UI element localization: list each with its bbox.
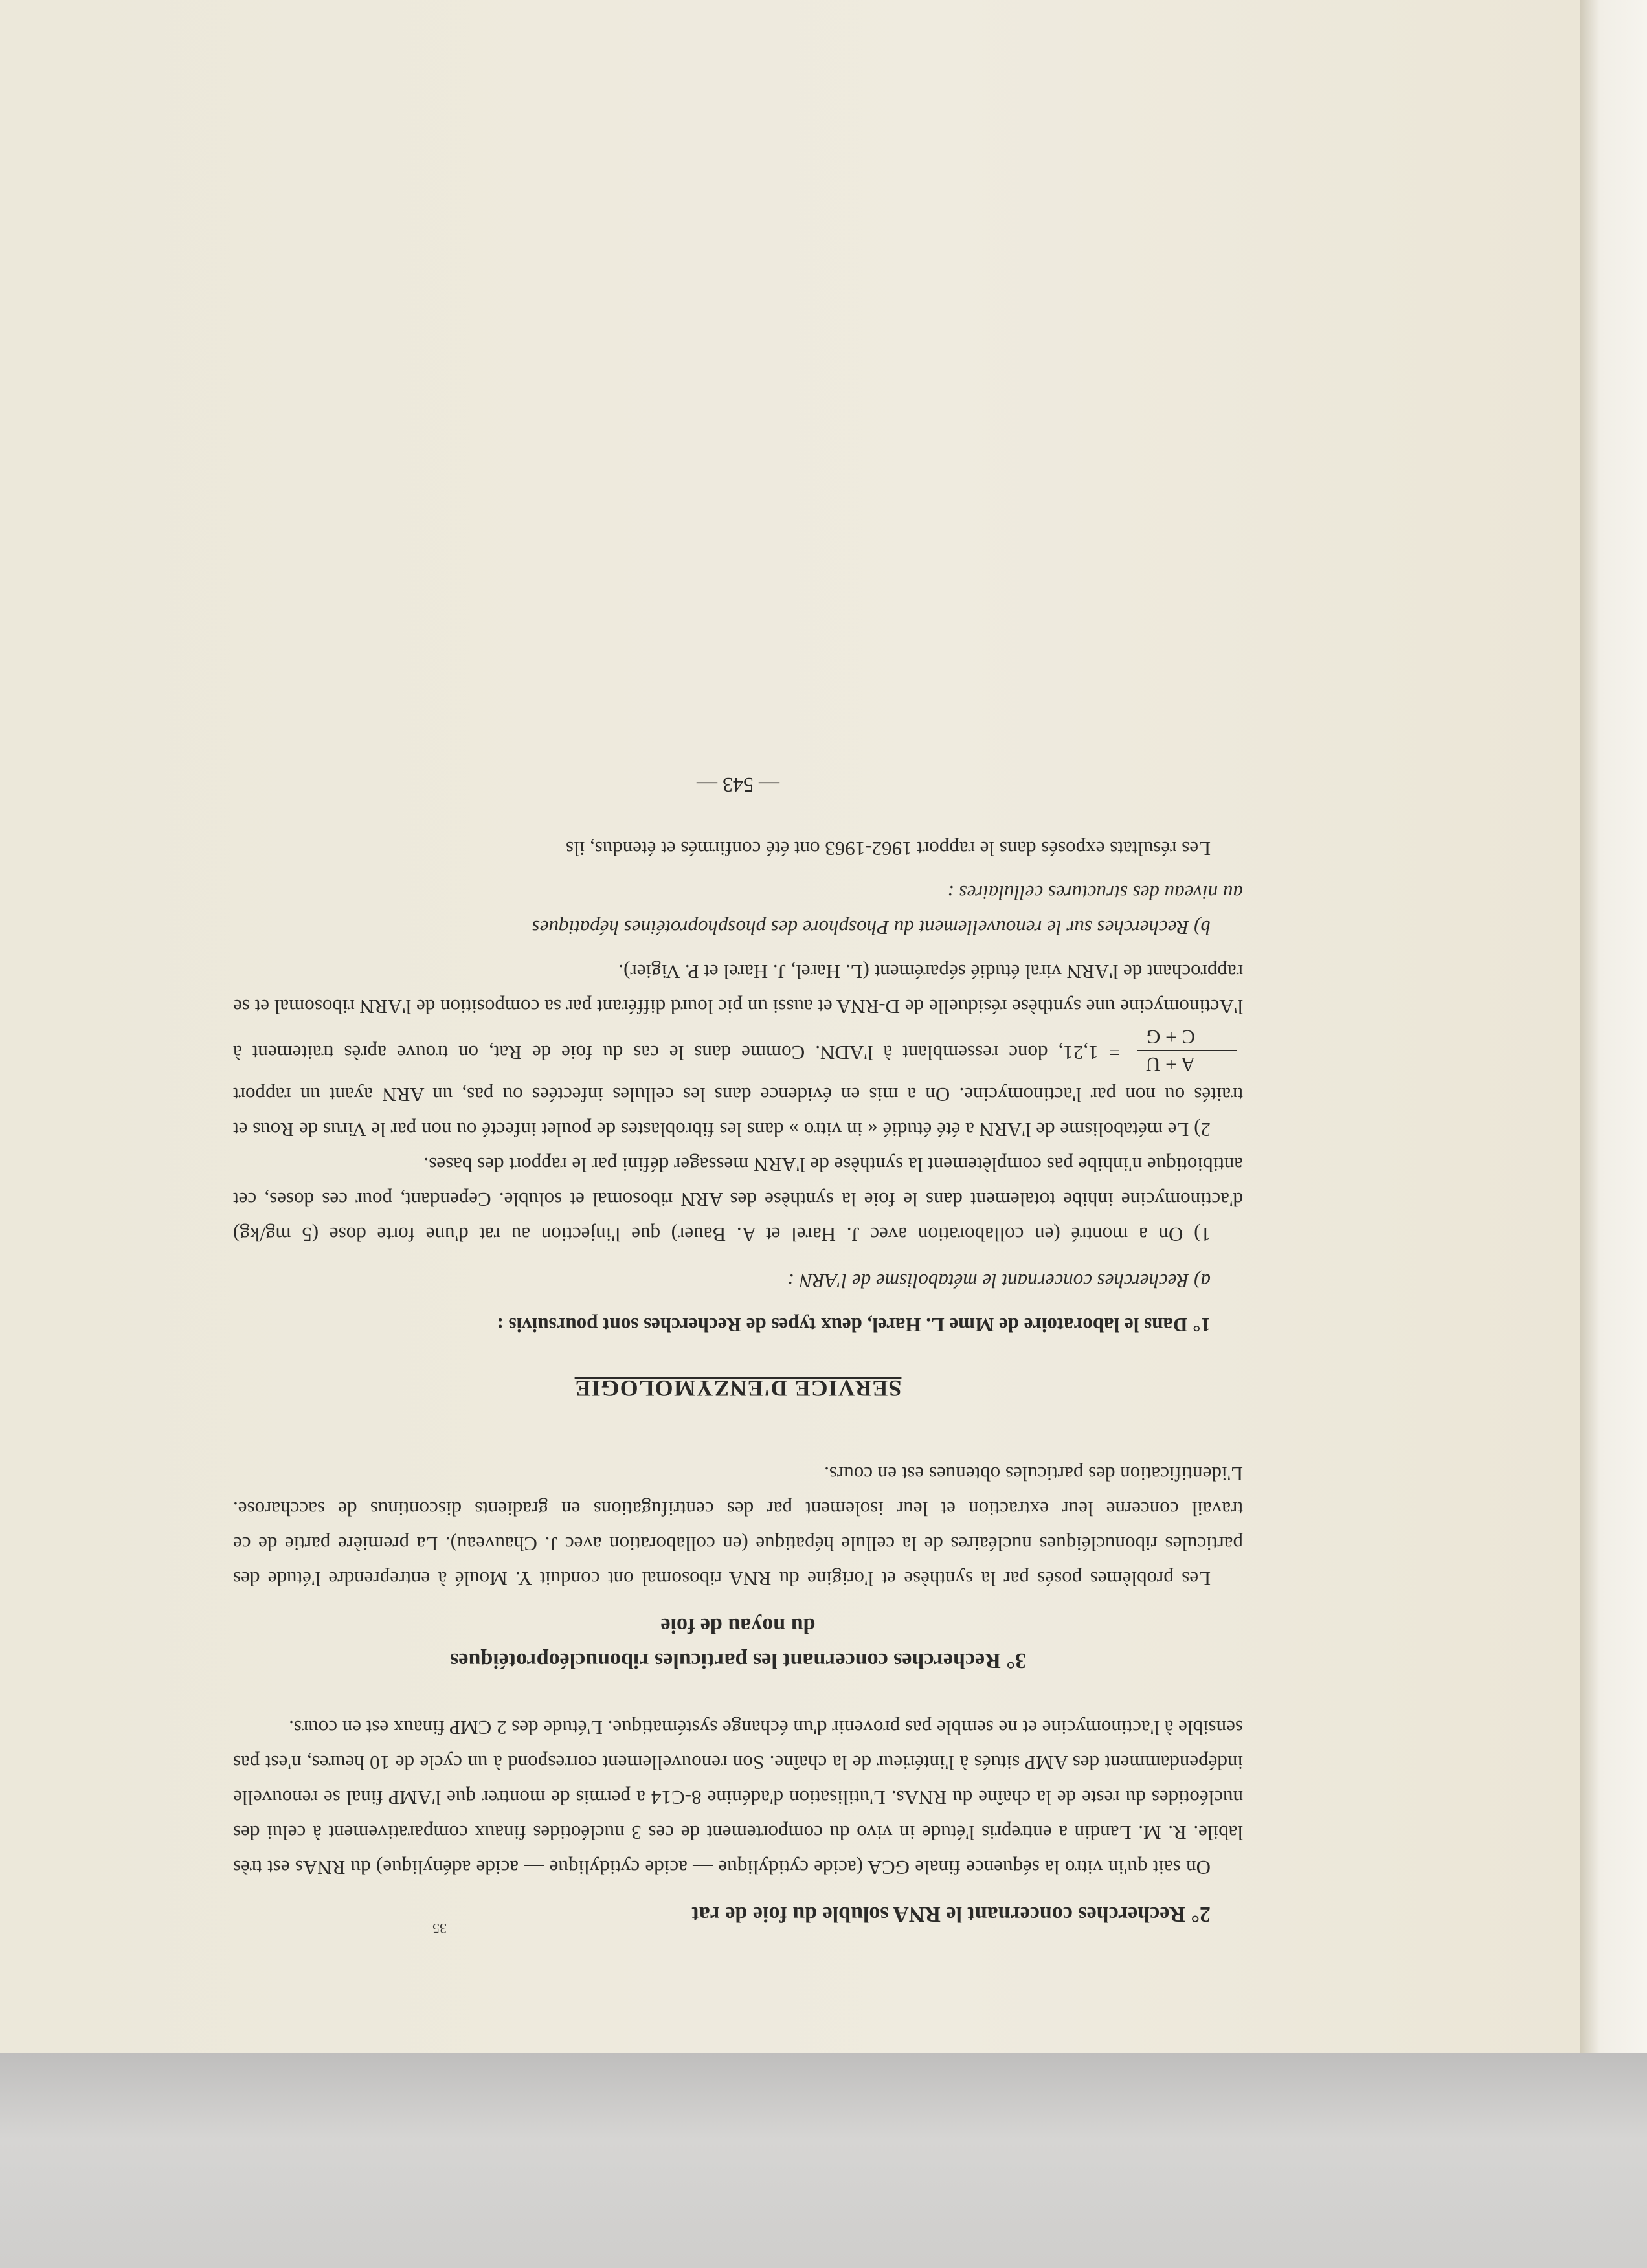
item-2-text-end: = 1,21, donc ressemblant à l'ADN. Comme dans le cas du foie de Rat, on trouve après traitement à l'Actinomycine une synthèse résiduelle de D-RNA et aussi un pic lourd différant par sa composition de l'ARN ribosomal et se rapprochant de l'ARN viral étudié séparément (L. Harel, J. Harel et P. Vigier). bbox=[232, 961, 1243, 1064]
formula-denominator: C + G bbox=[1145, 1026, 1195, 1049]
section3-paragraph: Les problèmes posés par la synthèse et l'origine du RNA ribosomal ont conduit Y. Moulé à entreprendre l'étude des particules ribonucléiques nucléaires de la cellule hépatique (en collaboration avec J. Chauveau). La première partie de ce travail concerne leur extraction et leur isolement par des centrifugations en gradients discontinus de saccharose. L'identification des particules obtenues est en cours. bbox=[233, 1463, 1243, 1590]
document-body bbox=[233, 768, 1243, 1931]
service-intro: 1° Dans le laboratoire de Mme L. Harel, deux types de Recherches sont poursuivis : bbox=[497, 1314, 1211, 1337]
section3-heading-line1: 3° Recherches concernant les particules ribonucléoprotéiques bbox=[450, 1649, 1026, 1673]
spacer bbox=[233, 1678, 1243, 1710]
subsection-b-line2: au niveau des structures cellulaires : bbox=[947, 882, 1243, 904]
page-footer: — 543 — bbox=[697, 773, 779, 797]
section2-paragraph: On sait qu'in vitro la séquence finale GCA (acide cytidylique — acide cytidylique — acide adénylique) du RNAs est très labile. R. M. Landin a entrepris l'étude in vivo du comportement de ces 3 nucléotides finaux comparativement à celui des nucléotides du reste de la chaîne du RNAs. L'utilisation d'adénine 8-C14 a permis de montrer que l'AMP final se renouvelle indépendamment des AMP situés à l'intérieur de la chaîne. Son renouvellement correspond à un cycle de 10 heures, n'est pas sensible à l'actinomycine et ne semble pas provenir d'un échange systématique. L'étude des 2 CMP finaux est en cours. bbox=[233, 1717, 1243, 1879]
service-title: SERVICE D'ENZYMOLOGIE bbox=[574, 1375, 902, 1401]
formula-numerator: A + U bbox=[1137, 1050, 1237, 1077]
scanner-background bbox=[0, 2053, 1647, 2268]
item-2 bbox=[233, 954, 1243, 1147]
section3-heading-line2: du noyau de foie bbox=[660, 1614, 816, 1638]
subsection-a-heading: a) Recherches concernant le métabolisme de l'ARN : bbox=[787, 1270, 1211, 1293]
item-1: 1) On a montré (en collaboration avec J. Harel et A. Bauer) que l'injection au rat d'une forte dose (5 mg/kg) d'actinomycine inhibe totalement dans le foie la synthèse des ARN ribosomal et soluble. Cependant, pour ces doses, cet antibiotique n'inhibe pas complètement la synthèse de l'ARN messager défini par le rapport des bases. bbox=[233, 1153, 1243, 1246]
page-number-small: 35 bbox=[432, 1920, 447, 1937]
section2-heading: 2° Recherches concernant le RNA soluble du foie de rat bbox=[691, 1902, 1211, 1926]
page-gutter bbox=[1580, 0, 1647, 2053]
final-paragraph: Les résultats exposés dans le rapport 1962-1963 ont été confirmés et étendus, ils bbox=[565, 838, 1211, 860]
item-2-text-start: 2) Le métabolisme de l'ARN a été étudié « in vitro » dans les fibroblastes de poulet infecté ou non par le Virus de Rous et traités ou non par l'actinomycine. On a mis en évidence dans les cellules infectées ou pas, un ARN ayant un rapport bbox=[233, 1084, 1243, 1141]
subsection-b-line1: b) Recherches sur le renouvellement du Phosphore des phosphoprotéines hépatiques bbox=[532, 917, 1211, 939]
ratio-formula bbox=[1137, 1024, 1237, 1077]
subsection-b-heading bbox=[233, 875, 1243, 945]
